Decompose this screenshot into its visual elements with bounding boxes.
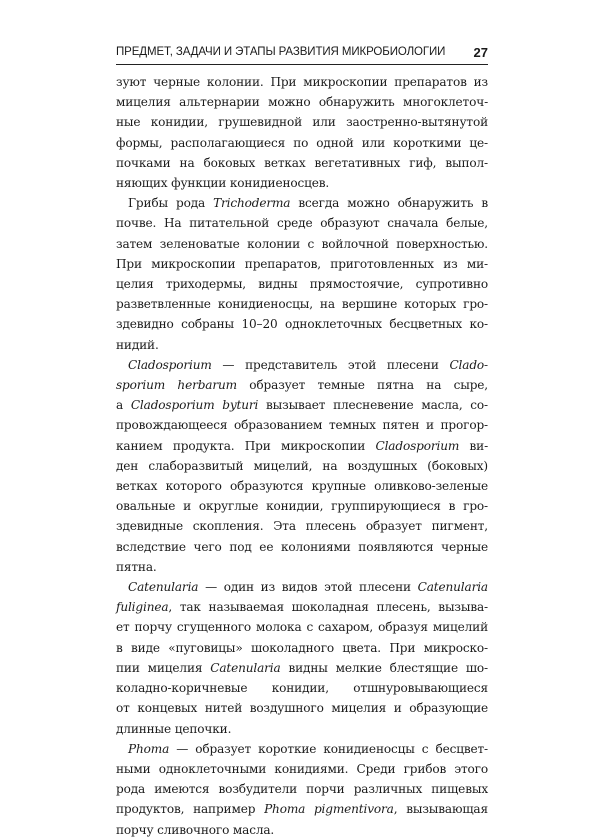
text-line: рода имеются возбудители порчи различных пищевых [116,782,488,797]
text-line: Phoma — образует короткие конидиеносцы с бесцвет- [128,741,488,756]
text-line: ными одноклеточными конидиями. Среди грибов этого [116,761,488,776]
paragraph [116,577,488,739]
text-line: няющих функции конидиеносцев. [116,176,330,191]
header-rule [116,64,488,65]
text-line: вследствие чего под ее колониями появляются черные [116,539,488,554]
text-line: провождающееся образованием темных пятен и прогор- [116,418,488,433]
paragraph [116,739,488,840]
text-line: формы, располагающиеся по одной или короткими це- [116,135,488,150]
text-line: продуктов, например Phoma pigmentivora, вызывающая [116,802,488,817]
text-line: sporium herbarum образует темные пятна на сыре, [116,378,489,393]
text-line: в виде «пуговицы» шоколадного цвета. При микроско- [116,640,488,655]
text-line: мицелия альтернарии можно обнаружить многоклеточ- [116,95,488,110]
text-line: ден слаборазвитый мицелий, на воздушных (боковых) [116,458,488,473]
text-line: от концевых нитей воздушного мицелия и образующие [116,701,488,716]
text-line: пятна. [116,559,157,574]
text-line: а Cladosporium byturi вызывает плесневение масла, со- [116,398,488,413]
text-line: пии мицелия Catenularia видны мелкие блестящие шо- [116,660,488,675]
text-line: Грибы рода Trichoderma всегда можно обнаружить в [128,196,489,211]
text-line: ет порчу сгущенного молока с сахаром, образуя мицелий [116,620,488,635]
text-line: fuliginea, так называемая шоколадная плесень, вызыва- [116,600,488,615]
text-line: коладно-коричневые конидии, отшнуровывающиеся [116,681,488,696]
running-header [116,46,488,62]
text-line: ветках которого образуются крупные оливково-зеленые [116,479,488,494]
text-line: При микроскопии препаратов, приготовленных из ми- [116,256,488,271]
text-line: нидий. [116,337,159,352]
text-line: здевидно собраны 10–20 одноклеточных бесцветных ко- [116,317,488,332]
paragraph [116,193,488,355]
paragraph [116,355,488,577]
text-line: зуют черные колонии. При микроскопии препаратов из [116,75,488,89]
text-line: здевидные скопления. Эта плесень образует пигмент, [116,519,488,534]
text-line: ные конидии, грушевидной или заостренно-вытянутой [116,115,488,130]
text-line: почками на боковых ветках вегетативных гиф, выпол- [116,155,488,170]
paragraph [116,72,488,193]
text-line: Catenularia — один из видов этой плесени Catenularia [128,580,488,595]
text-line: почве. На питательной среде образуют сначала белые, [116,216,488,231]
text-line: затем зеленоватые колонии с войлочной поверхностью. [116,236,488,251]
text-line: длинные цепочки. [116,721,232,736]
text-line: разветвленные конидиеносцы, на вершине которых гро- [116,297,488,312]
body-text [116,72,488,840]
page-number: 27 [473,45,488,60]
text-line: целия триходермы, видны прямостоячие, супротивно [116,277,488,292]
text-line: Cladosporium — представитель этой плесени Clado- [128,357,488,372]
text-line: порчу сливочного масла. [116,822,275,837]
text-line: канием продукта. При микроскопии Cladosporium ви- [116,438,488,453]
text-line: овальные и округлые конидии, группирующиеся в гро- [116,499,488,514]
header-title: ПРЕДМЕТ, ЗАДАЧИ И ЭТАПЫ РАЗВИТИЯ МИКРОБИОЛОГИИ [116,46,446,58]
